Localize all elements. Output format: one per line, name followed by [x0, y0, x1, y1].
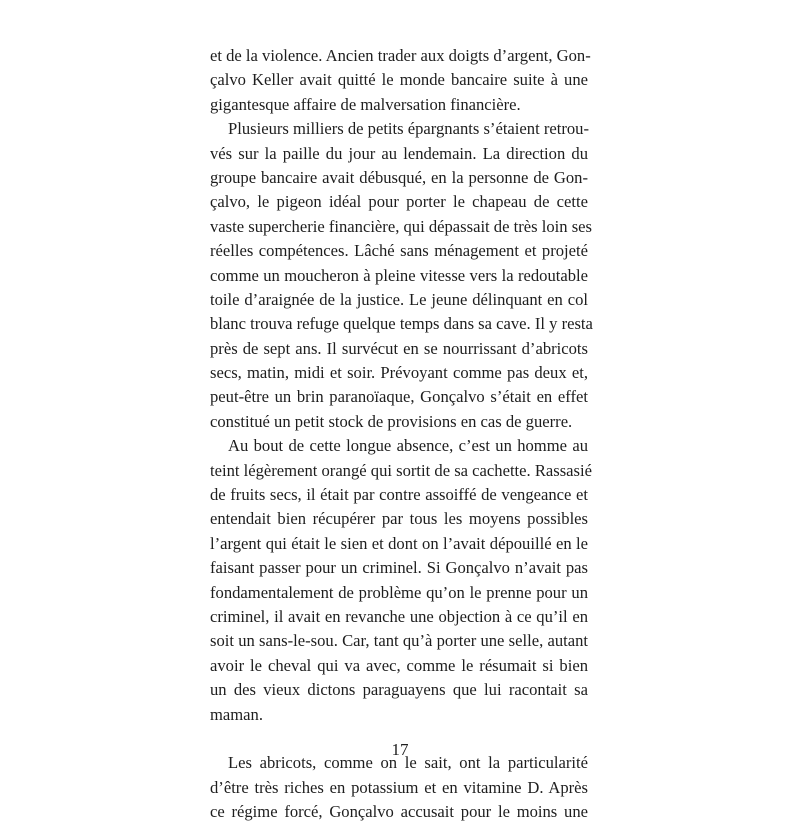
paragraph [210, 751, 588, 824]
text-line: avoir le cheval qui va avec, comme le résumait si bien [210, 655, 588, 675]
text-line: vés sur la paille du jour au lendemain. La direction du [210, 143, 588, 163]
text-line: un des vieux dictons paraguayens que lui racontait sa [210, 680, 588, 700]
text-line: blanc trouva refuge quelque temps dans sa cave. Il y resta [210, 314, 593, 334]
paragraph [210, 117, 593, 434]
text-line: d’être très riches en potassium et en vitamine D. Après [210, 777, 588, 797]
text-line: soit un sans-le-sou. Car, tant qu’à porter une selle, autant [210, 631, 588, 651]
text-line: près de sept ans. Il survécut en se nourrissant d’abricots [210, 338, 588, 358]
text-line: faisant passer pour un criminel. Si Gonçalvo n’avait pas [210, 558, 588, 578]
text-line: comme un moucheron à pleine vitesse vers la redoutable [210, 265, 588, 285]
text-line: criminel, il avait en revanche une objection à ce qu’il en [210, 606, 588, 626]
page-number: 17 [391, 740, 409, 759]
text-line: ce régime forcé, Gonçalvo accusait pour le moins une [210, 802, 588, 822]
text-line: de fruits secs, il était par contre assoiffé de vengeance et [210, 485, 588, 505]
page-body [210, 44, 593, 825]
text-line: çalvo, le pigeon idéal pour porter le chapeau de cette [210, 192, 588, 212]
paragraph [210, 434, 592, 727]
text-line: maman. [210, 704, 263, 724]
text-line: gigantesque affaire de malversation financière. [210, 94, 521, 114]
paragraph [210, 44, 591, 117]
text-line: secs, matin, midi et soir. Prévoyant comme pas deux et, [210, 363, 588, 383]
text-line: l’argent qui était le sien et dont on l’avait dépouillé en le [210, 533, 588, 553]
text-line: fondamentalement de problème qu’on le prenne pour un [210, 582, 588, 602]
text-line: réelles compétences. Lâché sans ménagement et projeté [210, 241, 588, 261]
text-line: vaste supercherie financière, qui dépassait de très loin ses [210, 216, 592, 236]
text-line: et de la violence. Ancien trader aux doigts d’argent, Gon- [210, 46, 591, 65]
text-line: çalvo Keller avait quitté le monde bancaire suite à une [210, 70, 588, 90]
text-line: peut-être un brin paranoïaque, Gonçalvo s’était en effet [210, 387, 588, 407]
text-line: Plusieurs milliers de petits épargnants s’étaient retrou- [228, 119, 589, 139]
text-line: entendait bien récupérer par tous les moyens possibles [210, 509, 588, 529]
text-line: groupe bancaire avait débusqué, en la personne de Gon- [210, 167, 588, 187]
text-line: toile d’araignée de la justice. Le jeune délinquant en col [210, 289, 588, 309]
text-line: Au bout de cette longue absence, c’est un homme au [228, 436, 588, 456]
text-line: constitué un petit stock de provisions en cas de guerre. [210, 411, 573, 431]
text-line: teint légèrement orangé qui sortit de sa cachette. Rassasié [210, 460, 592, 480]
text-line: Les abricots, comme on le sait, ont la particularité [228, 753, 588, 773]
